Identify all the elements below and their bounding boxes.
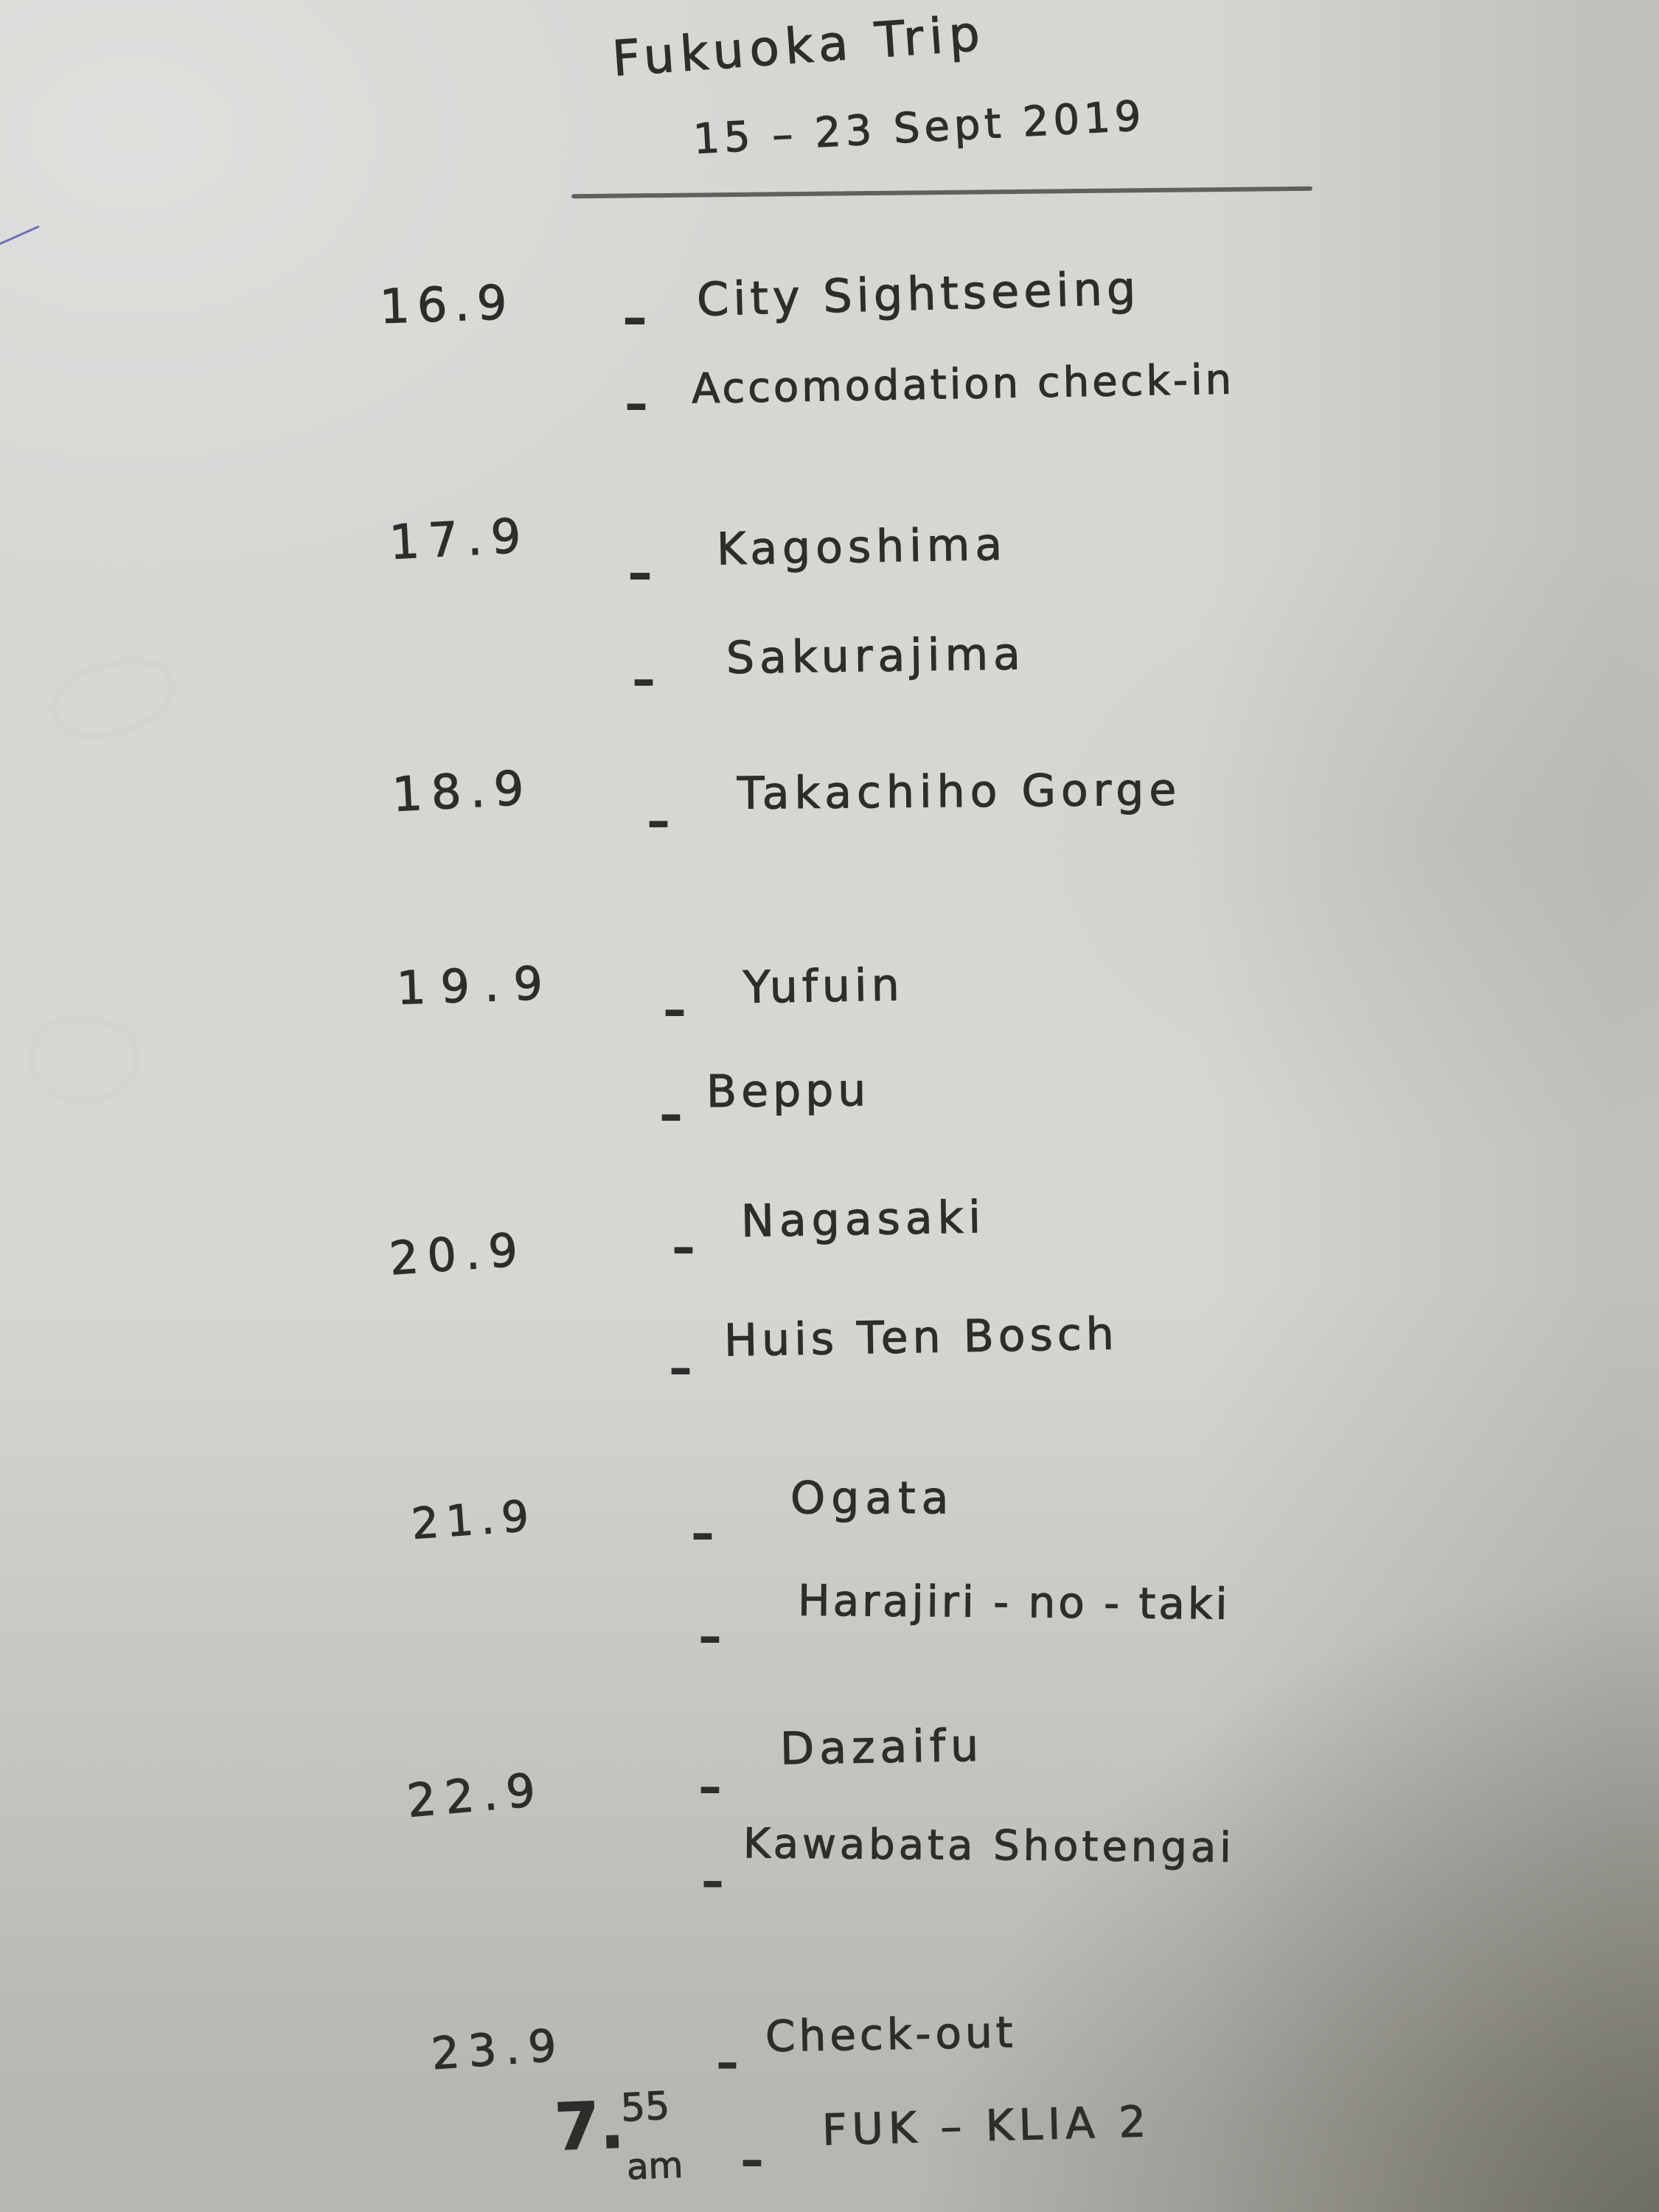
- dash-bullet: –: [702, 1856, 723, 1906]
- dash-bullet: –: [647, 796, 669, 847]
- dash-bullet: –: [741, 2135, 763, 2186]
- entry-date: 20.9: [387, 1222, 529, 1286]
- dash-bullet: –: [633, 654, 655, 706]
- entry-item: Kagoshima: [716, 518, 1008, 576]
- entry-date: 16.9: [378, 275, 515, 335]
- blue-pen-scratch: [0, 226, 40, 246]
- entry-item: Yufuin: [742, 959, 905, 1014]
- departure-time-minutes: 55: [619, 2084, 671, 2131]
- ghost-impression: [24, 1010, 143, 1110]
- ghost-impression: [46, 652, 180, 746]
- entry-date: 22.9: [405, 1762, 546, 1828]
- dash-bullet: –: [669, 1343, 692, 1394]
- departure-time-hour: 7.: [553, 2087, 626, 2166]
- entry-date: 19.9: [395, 956, 559, 1015]
- dash-bullet: –: [623, 291, 647, 346]
- entry-item: Takachiho Gorge: [737, 764, 1182, 820]
- dash-bullet: –: [699, 1611, 721, 1663]
- departure-time-meridiem: am: [626, 2144, 684, 2188]
- dash-bullet: –: [625, 378, 647, 430]
- dash-bullet: –: [717, 2037, 738, 2087]
- dash-bullet: –: [692, 1508, 714, 1559]
- entry-item: Ogata: [790, 1472, 955, 1524]
- title-underline: [571, 187, 1312, 199]
- dash-bullet: –: [660, 1089, 682, 1141]
- entry-item: Beppu: [706, 1065, 871, 1118]
- entry-date: 21.9: [409, 1490, 538, 1549]
- entry-item: Dazaifu: [779, 1719, 984, 1775]
- entry-item: Accomodation check-in: [691, 355, 1235, 414]
- departure-route: FUK – KLIA 2: [821, 2096, 1152, 2155]
- entry-date: 17.9: [388, 509, 532, 571]
- entry-item: Huis Ten Bosch: [723, 1308, 1119, 1367]
- entry-item: Sakurajima: [726, 628, 1026, 684]
- entry-item: Kawabata Shotengai: [742, 1820, 1236, 1872]
- entry-date: 23.9: [429, 2019, 567, 2081]
- page-title: Fukuoka Trip: [610, 4, 988, 88]
- entry-item: Nagasaki: [740, 1192, 987, 1248]
- dash-bullet: –: [699, 1761, 721, 1813]
- entry-item: City Sightseeing: [696, 261, 1141, 327]
- dash-bullet: –: [672, 1222, 695, 1273]
- dash-bullet: –: [628, 546, 652, 601]
- dash-bullet: –: [664, 984, 686, 1036]
- entry-item: Harajiri - no - taki: [797, 1575, 1231, 1630]
- page-subtitle-date-range: 15 – 23 Sept 2019: [692, 91, 1147, 164]
- entry-item: Check-out: [765, 2007, 1017, 2062]
- entry-date: 18.9: [391, 761, 535, 823]
